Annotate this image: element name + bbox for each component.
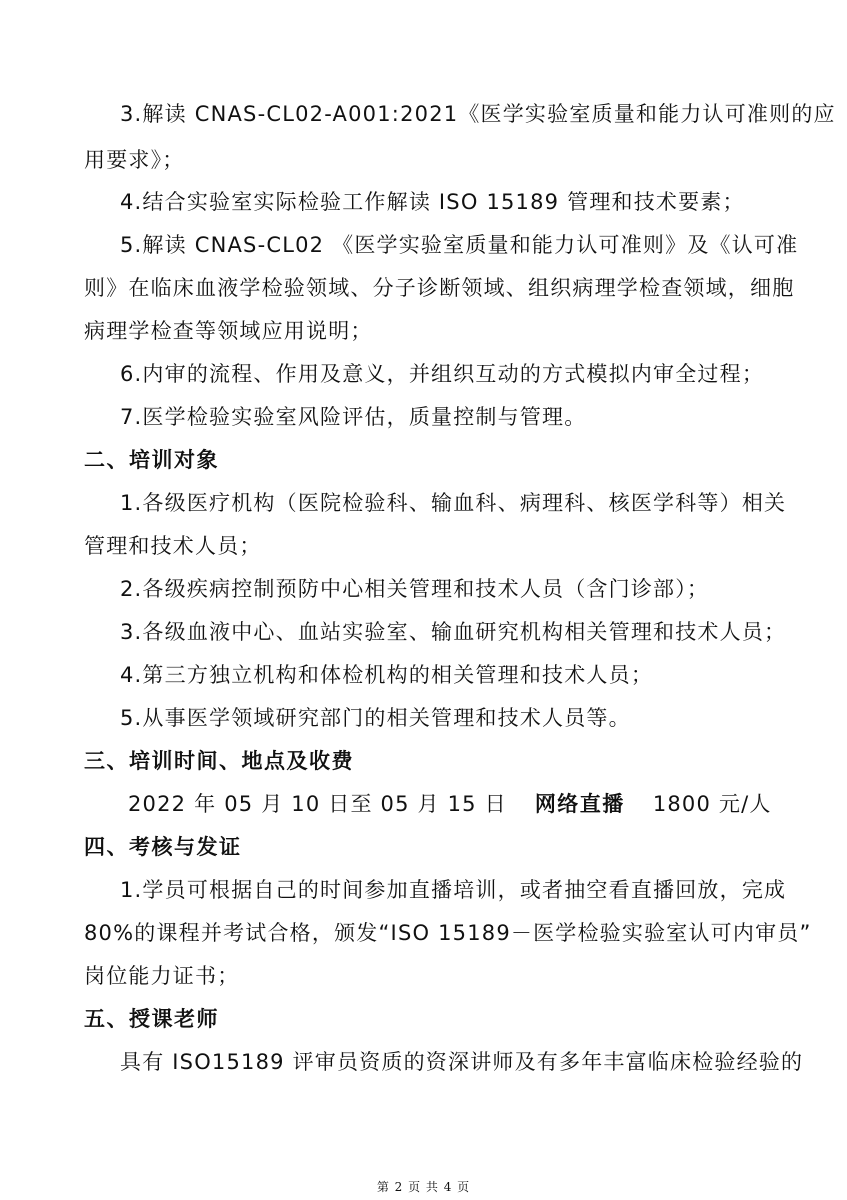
audience-item-5: 5.从事医学领域研究部门的相关管理和技术人员等。: [120, 706, 631, 730]
training-content-item-3-line1: 3.解读 CNAS-CL02-A001:2021《医学实验室质量和能力认可准则的应: [120, 102, 836, 126]
training-content-item-3-line2: 用要求》；: [84, 148, 185, 172]
assessment-item-1-line1: 1.学员可根据自己的时间参加直播培训，或者抽空看直播回放，完成: [120, 878, 787, 902]
teachers-description: 具有 ISO15189 评审员资质的资深讲师及有多年丰富临床检验经验的: [120, 1050, 804, 1074]
training-content-item-6: 6.内审的流程、作用及意义，并组织互动的方式模拟内审全过程；: [120, 362, 765, 386]
assessment-item-1-line3: 岗位能力证书；: [84, 964, 240, 988]
section-heading-time-place-fee: 三、培训时间、地点及收费: [84, 749, 354, 773]
training-content-item-5-line2: 则》在临床血液学检验领域、分子诊断领域、组织病理学检查领域，细胞: [84, 276, 795, 300]
section-heading-audience: 二、培训对象: [84, 448, 219, 472]
page-number-footer: 第 2 页 共 4 页: [376, 1180, 471, 1194]
training-content-item-4: 4.结合实验室实际检验工作解读 ISO 15189 管理和技术要素；: [120, 190, 745, 214]
schedule-fee: 1800 元/人: [652, 792, 772, 816]
audience-item-3: 3.各级血液中心、血站实验室、输血研究机构相关管理和技术人员；: [120, 620, 787, 644]
section-heading-assessment: 四、考核与发证: [84, 835, 242, 859]
section-heading-teachers: 五、授课老师: [84, 1007, 219, 1031]
assessment-item-1-line2: 80%的课程并考试合格，颁发“ISO 15189－医学检验实验室认可内审员”: [84, 921, 812, 945]
training-content-item-5-line1: 5.解读 CNAS-CL02 《医学实验室质量和能力认可准则》及《认可准: [120, 233, 799, 257]
schedule-line: [128, 790, 772, 818]
audience-item-1-line1: 1.各级医疗机构（医院检验科、输血科、病理科、核医学科等）相关: [120, 491, 787, 515]
schedule-location: 网络直播: [534, 792, 625, 816]
training-content-item-5-line3: 病理学检查等领域应用说明；: [84, 319, 373, 343]
audience-item-1-line2: 管理和技术人员；: [84, 534, 262, 558]
audience-item-2: 2.各级疾病控制预防中心相关管理和技术人员（含门诊部）；: [120, 577, 710, 601]
schedule-date: 2022 年 05 月 10 日至 05 月 15 日: [128, 792, 507, 816]
training-content-item-7: 7.医学检验实验室风险评估，质量控制与管理。: [120, 405, 587, 429]
audience-item-4: 4.第三方独立机构和体检机构的相关管理和技术人员；: [120, 663, 654, 687]
